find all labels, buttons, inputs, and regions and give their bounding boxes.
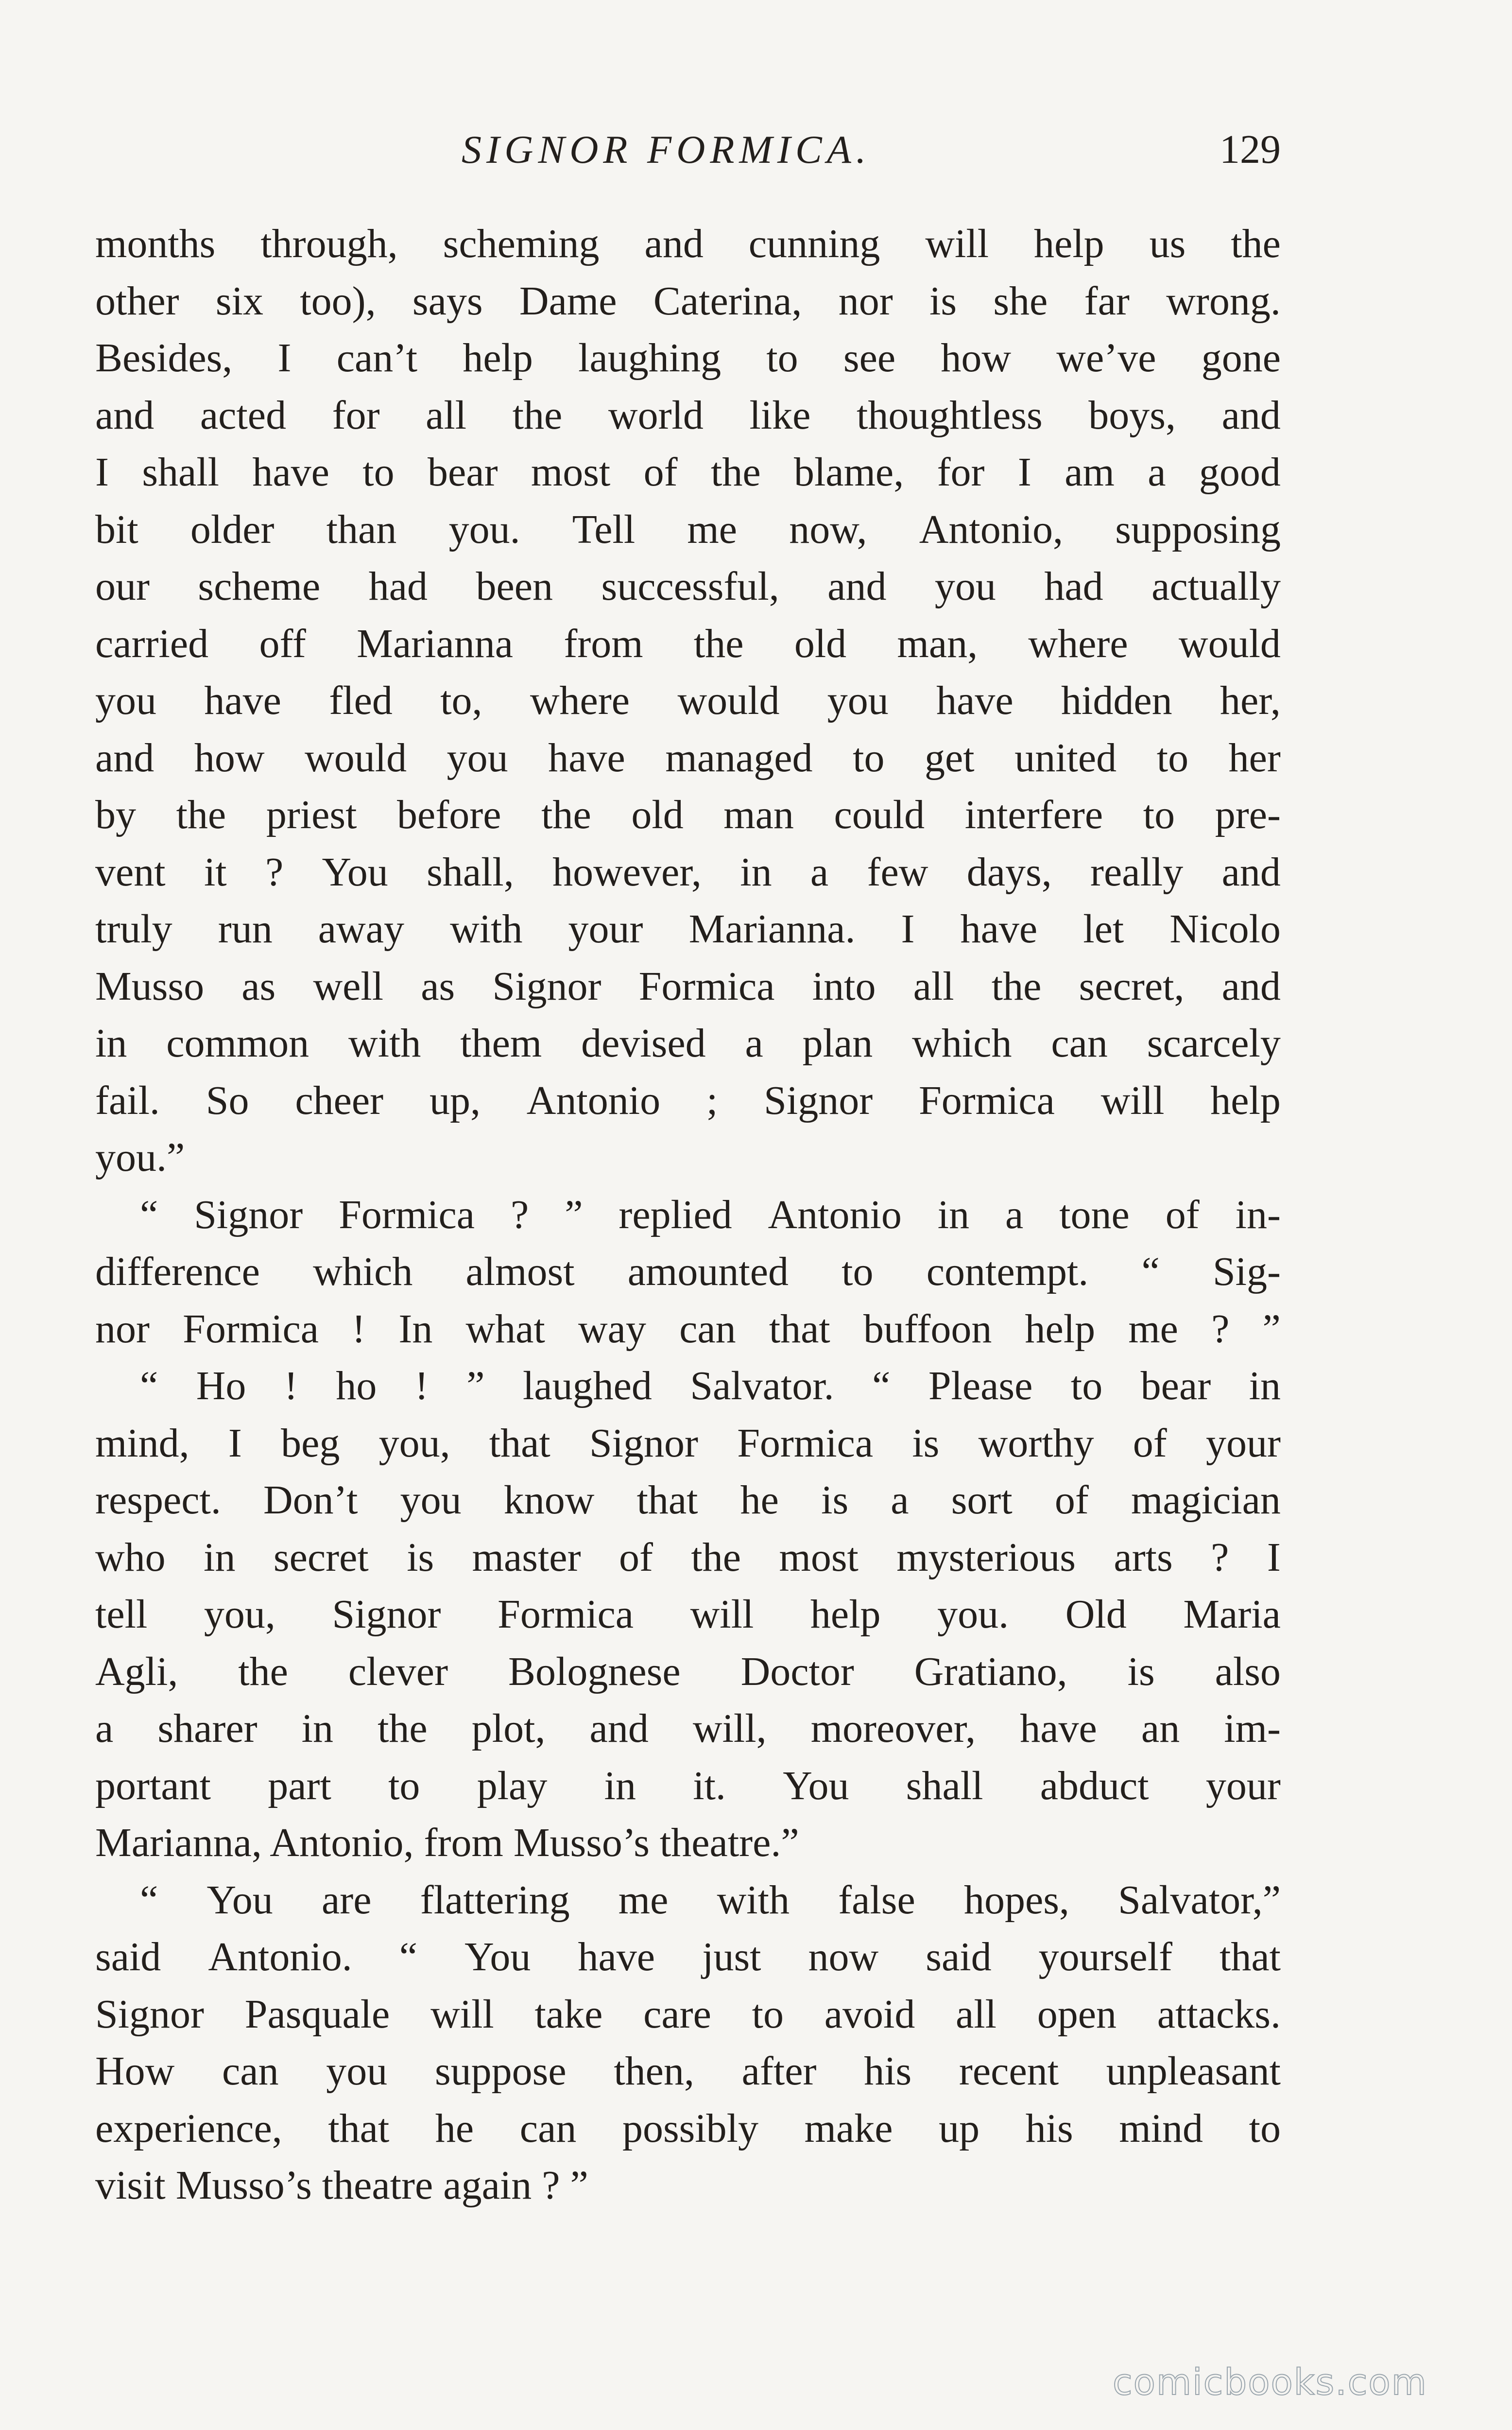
text-line: visit Musso’s theatre again ? ” bbox=[95, 2163, 588, 2208]
text-line: mind, I beg you, that Signor Formica is worthy of your bbox=[95, 1420, 1281, 1466]
text-line: respect. Don’t you know that he is a sort of magician bbox=[95, 1477, 1281, 1523]
text-line: I shall have to bear most of the blame, for I am a good bbox=[95, 450, 1281, 495]
text-line: “ Signor Formica ? ” replied Antonio in a tone of in- bbox=[140, 1192, 1281, 1237]
text-line: in common with them devised a plan which can scarcely bbox=[95, 1021, 1281, 1066]
text-line: Agli, the clever Bolognese Doctor Gratiano, is also bbox=[95, 1649, 1281, 1694]
running-head bbox=[0, 121, 1512, 179]
text-line: How can you suppose then, after his recent unpleasant bbox=[95, 2048, 1281, 2094]
text-line: tell you, Signor Formica will help you. Old Maria bbox=[95, 1592, 1281, 1637]
text-line: nor Formica ! In what way can that buffoon help me ? ” bbox=[95, 1306, 1281, 1352]
text-line: portant part to play in it. You shall abduct your bbox=[95, 1763, 1281, 1808]
text-line: Musso as well as Signor Formica into all the secret, and bbox=[95, 963, 1281, 1009]
body-text bbox=[95, 215, 1281, 2214]
text-line: Besides, I can’t help laughing to see how we’ve gone bbox=[95, 335, 1281, 381]
text-line: bit older than you. Tell me now, Antonio, supposing bbox=[95, 506, 1281, 552]
text-line: who in secret is master of the most mysterious arts ? I bbox=[95, 1534, 1281, 1580]
text-line: “ Ho ! ho ! ” laughed Salvator. “ Please to bear in bbox=[140, 1363, 1281, 1408]
text-line: Marianna, Antonio, from Musso’s theatre.” bbox=[95, 1820, 799, 1865]
text-line: difference which almost amounted to contempt. “ Sig- bbox=[95, 1249, 1281, 1294]
text-line: and acted for all the world like thoughtless boys, and bbox=[95, 392, 1281, 438]
text-line: and how would you have managed to get united to her bbox=[95, 735, 1281, 781]
text-line: you have fled to, where would you have hidden her, bbox=[95, 678, 1281, 723]
text-line: our scheme had been successful, and you had actually bbox=[95, 564, 1281, 609]
page-number: 129 bbox=[1220, 127, 1281, 172]
text-line: vent it ? You shall, however, in a few days, really and bbox=[95, 849, 1281, 895]
text-line: fail. So cheer up, Antonio ; Signor Formica will help bbox=[95, 1077, 1281, 1123]
text-line: a sharer in the plot, and will, moreover, have an im- bbox=[95, 1706, 1281, 1751]
text-line: other six too), says Dame Caterina, nor is she far wrong. bbox=[95, 278, 1281, 324]
watermark: comicbooks.com bbox=[1113, 2361, 1427, 2403]
running-title: SIGNOR FORMICA. bbox=[462, 127, 871, 172]
text-line: truly run away with your Marianna. I have let Nicolo bbox=[95, 906, 1281, 952]
text-line: said Antonio. “ You have just now said yourself that bbox=[95, 1934, 1281, 1979]
text-line: experience, that he can possibly make up his mind to bbox=[95, 2105, 1281, 2151]
text-line: by the priest before the old man could interfere to pre- bbox=[95, 792, 1281, 837]
text-line: Signor Pasquale will take care to avoid all open attacks. bbox=[95, 1991, 1281, 2037]
text-line: you.” bbox=[95, 1135, 185, 1180]
text-line: “ You are flattering me with false hopes, Salvator,” bbox=[140, 1877, 1281, 1923]
text-line: carried off Marianna from the old man, where would bbox=[95, 621, 1281, 666]
text-line: months through, scheming and cunning will help us the bbox=[95, 221, 1281, 266]
